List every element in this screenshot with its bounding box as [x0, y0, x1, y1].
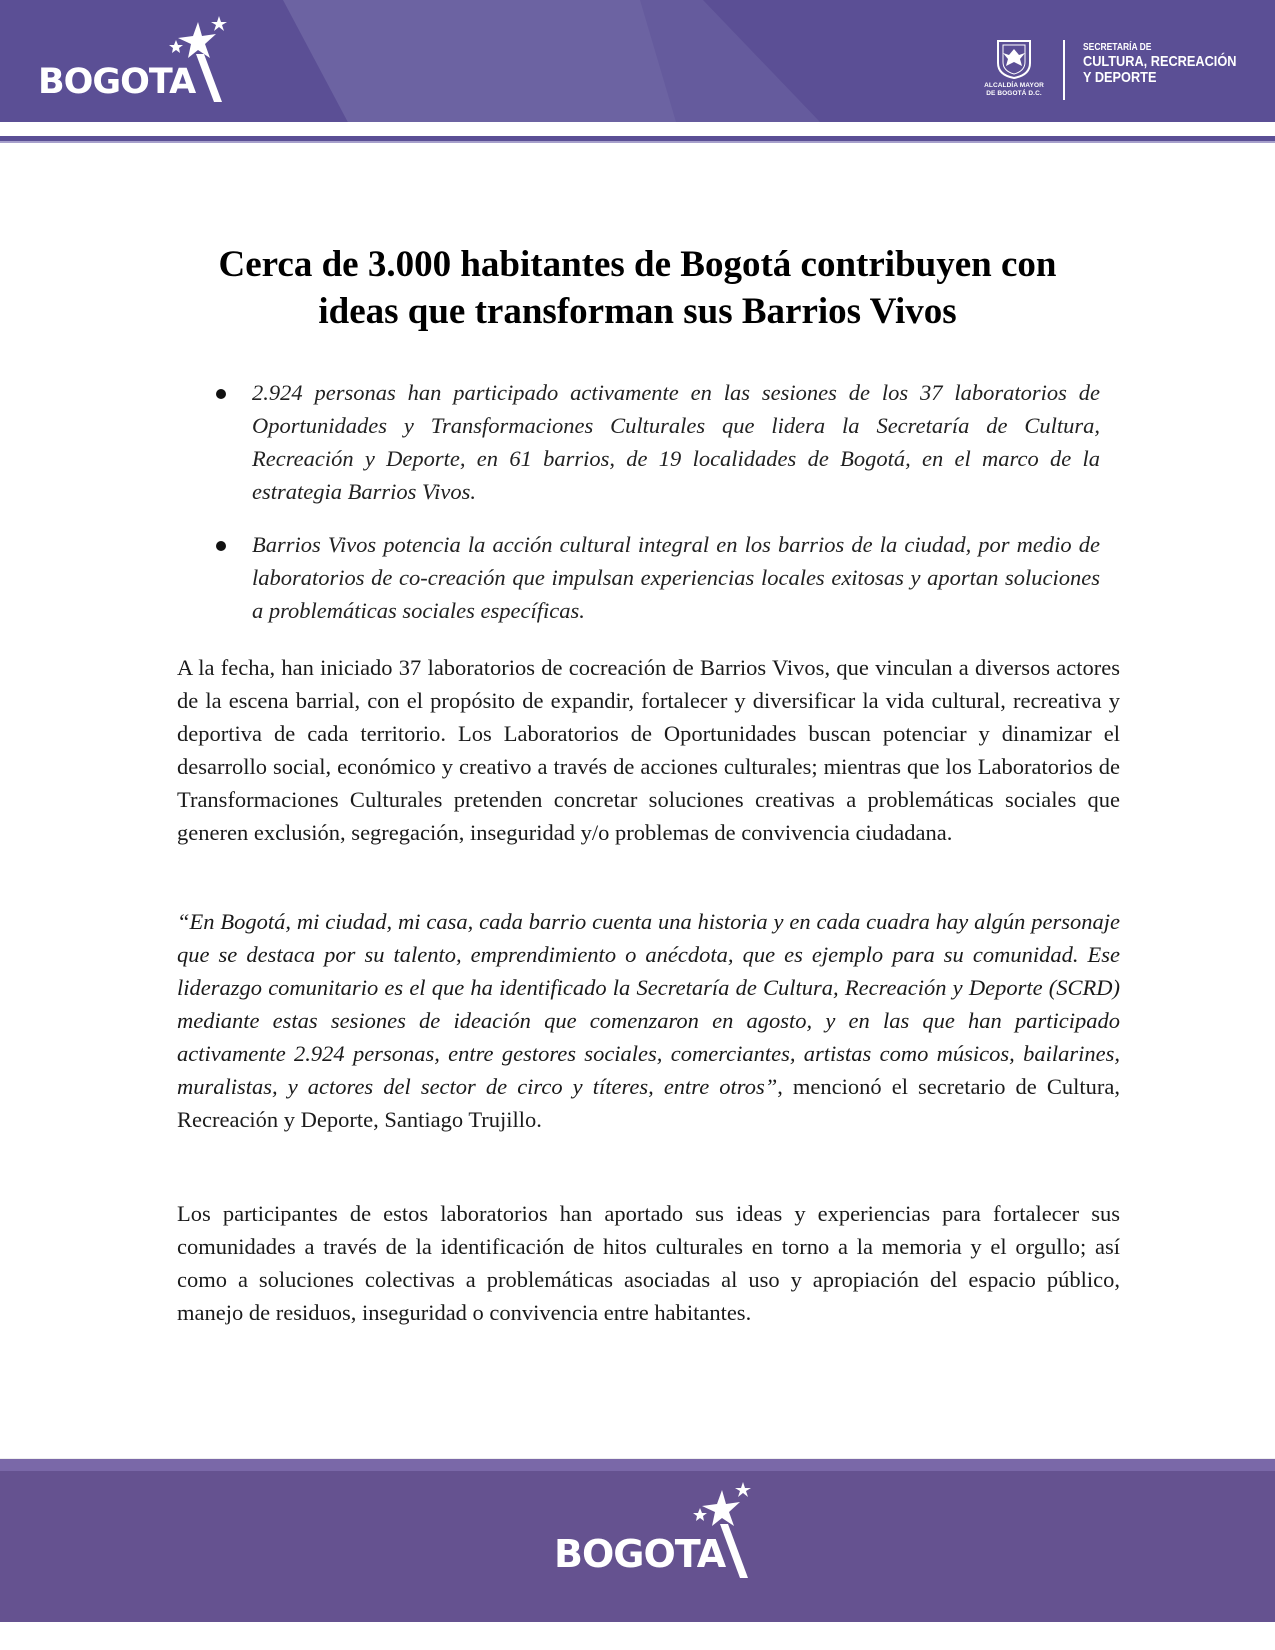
coat-of-arms-icon	[995, 39, 1033, 79]
stars-icon	[136, 14, 246, 106]
body-paragraph: Los participantes de estos laboratorios han aportado sus ideas y experiencias para fortalecer sus comunidades a través de la identificación de hitos culturales en torno a la memoria y el orgullo; así como a soluciones colectivas a problemáticas asociadas al uso y apropiación del espacio público, manejo de residuos, inseguridad o convivencia entre habitantes.	[177, 1201, 1120, 1325]
bogota-logo	[36, 14, 226, 106]
header-divider-line	[0, 136, 1275, 141]
bogota-logo-text: BOGOTA	[38, 62, 196, 102]
bullet-icon	[216, 541, 226, 551]
stars-icon	[660, 1480, 770, 1580]
alcaldia-label: ALCALDÍA MAYOR DE BOGOTÁ D.C.	[984, 82, 1044, 97]
logo-divider	[1063, 40, 1065, 100]
header-decorative-band	[283, 0, 688, 122]
bullet-icon	[216, 389, 226, 399]
body-paragraph: A la fecha, han iniciado 37 laboratorios de cocreación de Barrios Vivos, que vinculan a diversos actores de la escena barrial, con el propósito de expandir, fortalecer y diversificar la vida cultural, recreativa y deportiva de cada territorio. Los Laboratorios de Oportunidades buscan potenciar y dinamizar el desarrollo social, económico y creativo a través de acciones culturales; mientras que los Laboratorios de Transformaciones Culturales pretenden concretar soluciones creativas a problemáticas sociales que generen exclusión, segregación, inseguridad y/o problemas de convivencia ciudadana.	[177, 655, 1120, 845]
summary-bullet: Barrios Vivos potencia la acción cultural integral en los barrios de la ciudad, por medio de laboratorios de co-creación que impulsan experiencias locales exitosas y aportan soluciones a problemáticas sociales específicas.	[210, 528, 1100, 627]
quote-paragraph	[177, 905, 1120, 1136]
secretaria-cultura-logo	[975, 37, 1235, 102]
quote-text: “En Bogotá, mi ciudad, mi casa, cada barrio cuenta una historia y en cada cuadra hay algún personaje que se destaca por su talento, emprendimiento o anécdota, que es ejemplo para su comunidad. Ese liderazgo comunitario es el que ha identificado la Secretaría de Cultura, Recreación y Deporte (SCRD) mediante estas sesiones de ideación que comenzaron en agosto, y en las que han participado activamente 2.924 personas, entre gestores sociales, comerciantes, artistas como músicos, bailarines, muralistas, y actores del sector de circo y títeres, entre otros”	[177, 909, 1120, 1099]
footer-bogota-logo	[552, 1480, 752, 1580]
quote-attribution: , mencionó el secretario de Cultura, Recreación y Deporte, Santiago Trujillo.	[177, 1074, 1120, 1132]
article-title: Cerca de 3.000 habitantes de Bogotá contribuyen con ideas que transforman sus Barrios Vivos	[218, 244, 1057, 332]
secretaria-small-label: SECRETARÍA DE	[1083, 42, 1152, 53]
summary-bullet: 2.924 personas han participado activamente en las sesiones de los 37 laboratorios de Oportunidades y Transformaciones Culturales que lidera la Secretaría de Cultura, Recreación y Deporte, en 61 barrios, de 19 localidades de Bogotá, en el marco de la estrategia Barrios Vivos.	[210, 376, 1100, 508]
bogota-logo-text: BOGOTA	[554, 1532, 726, 1576]
summary-bullet-list	[210, 376, 1100, 647]
footer-accent-strip	[0, 1459, 1275, 1471]
secretaria-name: CULTURA, RECREACIÓN Y DEPORTE	[1083, 53, 1237, 86]
page-header	[0, 0, 1275, 122]
